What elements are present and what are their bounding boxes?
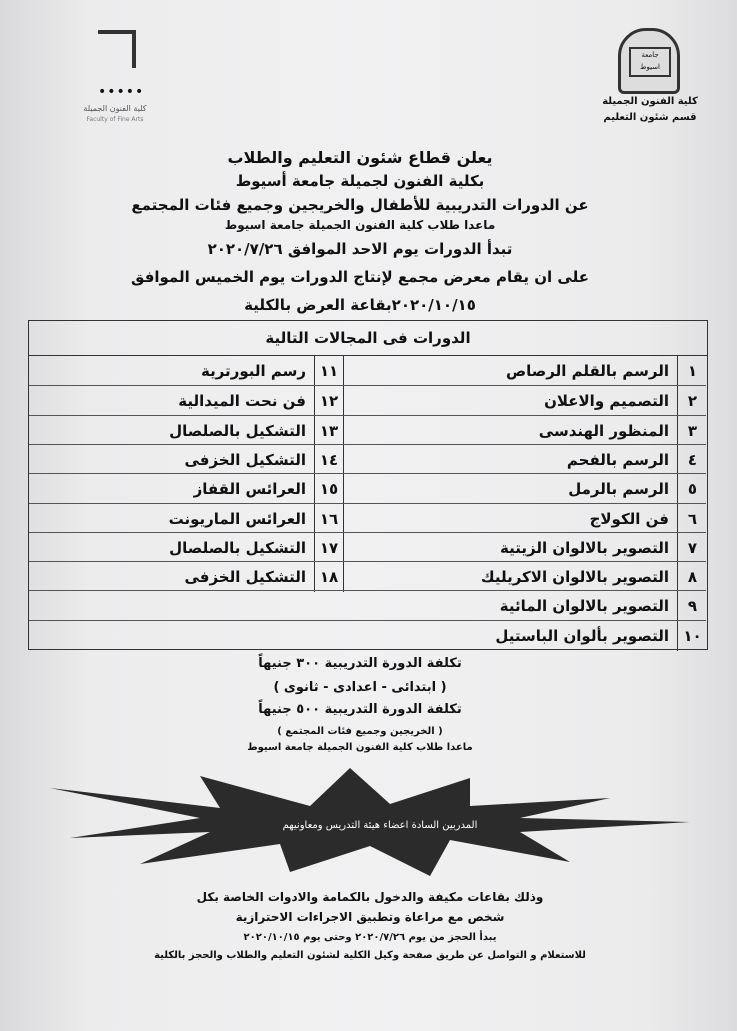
course-label: الرسم بالقلم الرصاص — [505, 362, 669, 380]
course-number: ٤ — [677, 445, 707, 475]
course-row — [29, 415, 706, 446]
fee-line-1: تكلفة الدورة التدريبية ٣٠٠ جنيهاً — [258, 656, 462, 671]
course-label: العرائس الماريونت — [168, 509, 306, 528]
footer-line-1: وذلك بقاعات مكيفة والدخول بالكمامة والادوات الخاصة بكل — [196, 890, 544, 904]
courses-table-title: الدورات فى المجالات التالية — [29, 321, 707, 356]
logo-dots: ••••• — [98, 84, 145, 100]
course-label: المنظور الهندسى — [538, 421, 669, 440]
course-label: التصوير بالالوان الاكريليك — [480, 568, 669, 587]
course-label: العرائس القفاز — [193, 480, 306, 499]
course-row — [29, 473, 706, 504]
university-seal — [590, 28, 710, 138]
course-row — [29, 356, 706, 386]
course-row — [29, 385, 706, 416]
announcement-line-2: بكلية الفنون لجميلة جامعة أسيوط — [235, 172, 485, 190]
courses-table — [28, 320, 708, 650]
course-row — [29, 503, 706, 534]
course-number: ٧ — [677, 533, 707, 563]
fee-line-4: ( الخريجين وجميع فئات المجتمع ) — [277, 726, 443, 737]
course-number: ٢ — [677, 386, 707, 416]
course-label: التصوير بالالوان الزيتية — [500, 538, 669, 557]
course-row — [29, 444, 706, 475]
trainers-banner-text: المدربين السادة اعضاء هيئة التدريس ومعاونيهم — [282, 820, 478, 831]
start-date-line: تبدأ الدورات يوم الاحد الموافق ٢٠٢٠/٧/٢٦ — [207, 240, 513, 258]
department-name: قسم شئون التعليم — [603, 112, 697, 123]
course-row — [29, 590, 706, 621]
course-label: رسم البورترية — [201, 362, 306, 380]
course-number: ١٥ — [314, 474, 344, 504]
seal-icon — [618, 28, 680, 94]
course-number: ٩ — [677, 591, 707, 621]
course-label: التصوير بالالوان المائية — [499, 597, 669, 616]
booking-period: يبدأ الحجز من يوم ٢٠٢٠/٧/٢٦ وحتى يوم ٢٠٢٠/١٠/١٥ — [243, 932, 497, 943]
course-label: التشكيل الخزفى — [184, 450, 306, 469]
exhibition-line: على ان يقام معرض مجمع لإنتاج الدورات يوم الخميس الموافق — [131, 268, 589, 286]
announcement-line-3: عن الدورات التدريبية للأطفال والخريجين وجميع فئات المجتمع — [131, 196, 589, 214]
course-number: ٥ — [677, 474, 707, 504]
course-label: التشكيل بالصلصال — [169, 421, 306, 440]
fine-arts-logo — [70, 28, 160, 128]
fee-line-2: ( ابتدائى - اعدادى - ثانوى ) — [273, 680, 447, 695]
course-number: ١٨ — [314, 562, 344, 592]
fee-line-5: ماعدا طلاب كلية الفنون الجميلة جامعة اسيوط — [247, 742, 473, 753]
course-label: التشكيل بالصلصال — [169, 538, 306, 557]
course-row — [29, 620, 706, 651]
course-label: التشكيل الخزفى — [184, 568, 306, 587]
fee-line-3: تكلفة الدورة التدريبية ٥٠٠ جنيهاً — [258, 702, 462, 717]
logo-mark-icon — [98, 30, 136, 68]
course-number: ١٦ — [314, 504, 344, 534]
course-label: فن نحت الميدالية — [178, 392, 306, 411]
footer-line-2: شخص مع مراعاة وتطبيق الاجراءات الاحترازية — [235, 910, 505, 924]
logo-name-ar: كلية الفنون الجميلة — [83, 104, 147, 113]
seal-text: جامعة اسيوط — [629, 47, 671, 77]
course-number: ١ — [677, 356, 707, 386]
course-label: فن الكولاج — [589, 509, 669, 528]
course-label: الرسم بالرمل — [568, 480, 669, 499]
course-number: ١٠ — [677, 621, 707, 651]
course-number: ١٤ — [314, 445, 344, 475]
course-number: ٨ — [677, 562, 707, 592]
course-row — [29, 561, 706, 592]
course-number: ١٣ — [314, 416, 344, 446]
course-row — [29, 532, 706, 563]
course-number: ١٧ — [314, 533, 344, 563]
announcement-line-1: يعلن قطاع شئون التعليم والطلاب — [227, 148, 493, 167]
logo-name-en: Faculty of Fine Arts — [86, 116, 144, 123]
announcement-line-4: ماعدا طلاب كلية الفنون الجميلة جامعة اسيوط — [224, 218, 496, 232]
course-label: التصميم والاعلان — [544, 392, 669, 411]
course-label: التصوير بألوان الباستيل — [495, 626, 669, 645]
contact-info: للاستعلام و التواصل عن طريق صفحة وكيل الكلية لشئون التعليم والطلاب والحجز بالكلية — [154, 950, 586, 961]
course-number: ١١ — [314, 356, 344, 386]
course-number: ٣ — [677, 416, 707, 446]
faculty-name: كلية الفنون الجميلة — [602, 96, 698, 107]
course-label: الرسم بالفحم — [566, 450, 669, 469]
course-number: ١٢ — [314, 386, 344, 416]
exhibition-date-line: ٢٠٢٠/١٠/١٥بقاعة العرض بالكلية — [244, 296, 476, 314]
course-number: ٦ — [677, 504, 707, 534]
